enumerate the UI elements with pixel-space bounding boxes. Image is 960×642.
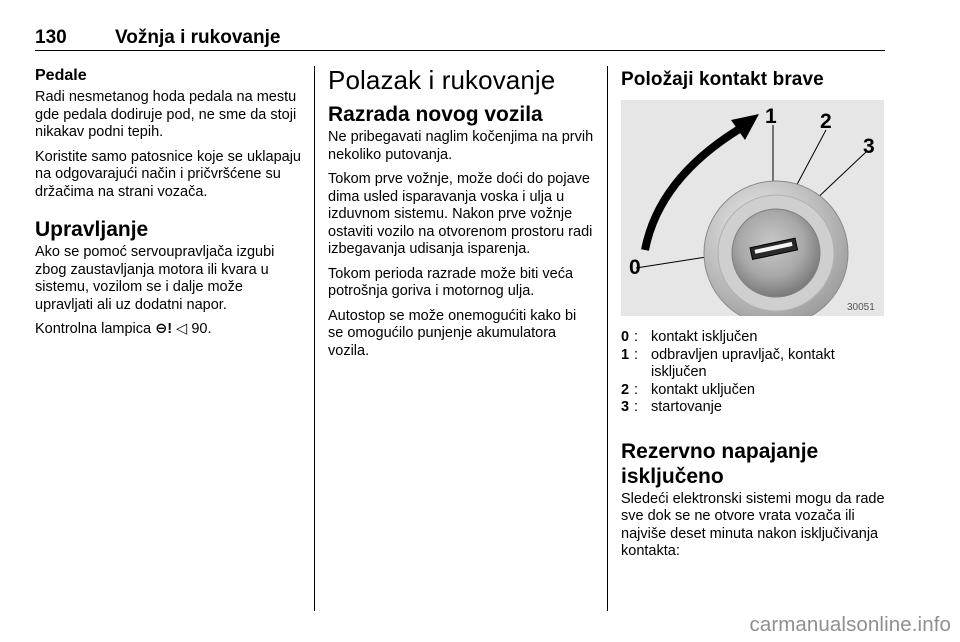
razrada-paragraph-4: Autostop se može onemogućiti kako bi se omogućilo punjenje akumulatora vozila. (328, 307, 577, 359)
page-reference-link[interactable]: 90. (191, 321, 212, 337)
watermark: carmanualsonline.info (749, 613, 951, 636)
legend-text: kontakt isključen (651, 329, 758, 345)
legend-key: 3 (621, 399, 630, 415)
ignition-positions-figure (621, 100, 884, 316)
pedale-paragraph-1: Radi nesmetanog hoda pedala na mestu gde pedala dodiruje pod, ne sme da stoji nikakav podni tepih. (35, 89, 297, 140)
razrada-paragraph-2: Tokom prve vožnje, može doći do pojave dima usled isparavanja voska i ulja u izduvnom sistemu. Nakon prve vožnje ostaviti vozilo na otvorenom prostoru radi izbegavanja udisanja isparenja. (328, 171, 593, 257)
rezervno-paragraph-1: Sledeći elektronski sistemi mogu da rade sve dok se ne otvore vrata vozača ili najviše deset minuta nakon isključivanja kontakta: (621, 490, 885, 559)
legend-separator: : (634, 329, 639, 345)
position-label-1: 1 (765, 105, 777, 128)
legend-item (621, 329, 887, 347)
legend-separator: : (634, 399, 639, 415)
razrada-paragraph-1: Ne pribegavati naglim kočenjima na prvih nekoliko putovanja. (328, 129, 594, 163)
column-right (621, 60, 887, 568)
razrada-paragraph-3: Tokom perioda razrade može biti veća potrošnja goriva i motornog ulja. (328, 265, 574, 299)
position-label-0: 0 (629, 256, 641, 279)
legend-item (621, 399, 887, 417)
legend-key: 2 (621, 381, 630, 398)
figure-code: 30051 (847, 302, 875, 313)
page-title: Vožnja i rukovanje (115, 27, 281, 48)
legend-separator: : (634, 381, 639, 398)
section-heading-upravljanje: Upravljanje (35, 218, 149, 241)
legend-key: 1 (621, 346, 630, 363)
legend-separator: : (634, 346, 639, 363)
page-header (35, 27, 885, 49)
page-reference-arrow-icon: ◁ (176, 321, 188, 337)
column-divider-2 (607, 66, 608, 611)
chapter-heading: Polazak i rukovanje (328, 65, 556, 95)
upravljanje-paragraph-1: Ako se pomoć servoupravljača izgubi zbog zaustavljanja motora ili kvara u sistemu, vozilom se i dalje može upravljati ali uz dodatni napor. (35, 244, 275, 313)
section-heading-pedale: Pedale (35, 67, 87, 84)
legend-item (621, 382, 887, 400)
power-steering-warning-icon: ⊖! (155, 321, 173, 337)
legend-text: kontakt uključen (651, 381, 755, 398)
ignition-switch-illustration (621, 100, 884, 316)
position-label-2: 2 (820, 110, 832, 133)
section-heading-kontakt: Položaji kontakt brave (621, 69, 824, 90)
column-middle (328, 60, 594, 367)
legend-item (621, 347, 887, 382)
legend-key: 0 (621, 329, 630, 345)
lamp-text: Kontrolna lampica (35, 321, 152, 337)
column-left (35, 60, 301, 346)
position-label-3: 3 (863, 135, 875, 158)
pedale-paragraph-2: Koristite samo patosnice koje se uklapaju na odgovarajući način i pričvršćene su držačima na strani vozača. (35, 148, 301, 200)
header-divider (35, 50, 885, 51)
ignition-legend (621, 329, 887, 417)
legend-text: startovanje (651, 399, 722, 415)
legend-text: odbravljen upravljač, kontakt isključen (651, 346, 835, 380)
lamp-reference (35, 321, 301, 339)
section-heading-razrada: Razrada novog vozila (328, 103, 543, 126)
column-divider-1 (314, 66, 315, 611)
page-number: 130 (35, 27, 67, 48)
section-heading-rezervno: Rezervno napajanje isključeno (621, 439, 819, 488)
